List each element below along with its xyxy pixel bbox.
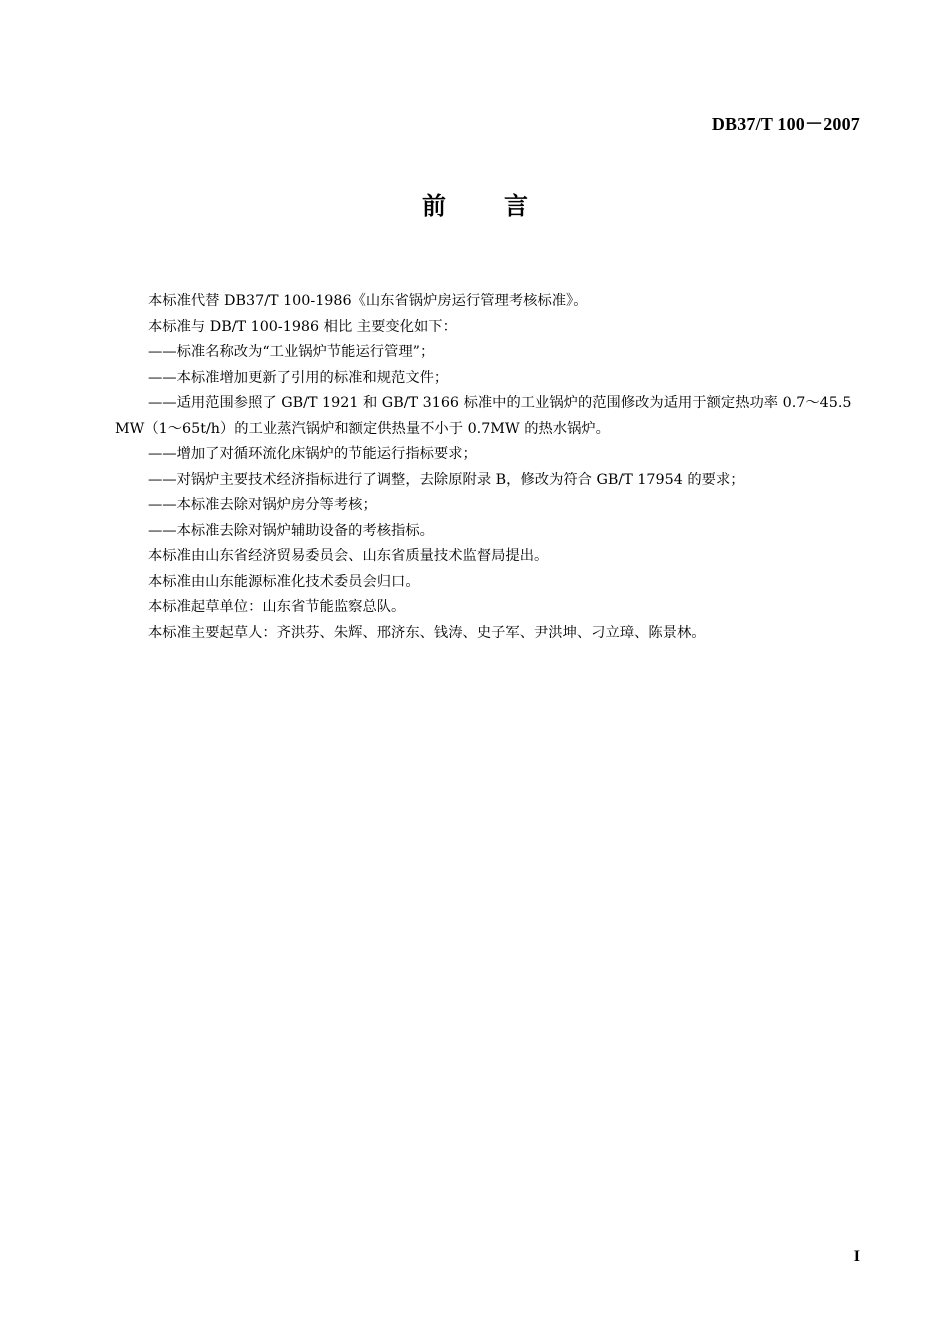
paragraph-main-changes: 本标准与 DB/T 100-1986 相比 主要变化如下：	[148, 318, 457, 335]
foreword-body	[115, 289, 860, 646]
paragraph-proposed-by: 本标准由山东省经济贸易委员会、山东省质量技术监督局提出。	[148, 548, 549, 564]
paragraph-drafters: 本标准主要起草人：齐洪芬、朱辉、邢济东、钱涛、史子军、尹洪坤、刁立璋、陈景林。	[148, 624, 706, 641]
change-item-cfb-boiler: ——增加了对循环流化床锅炉的节能运行指标要求；	[148, 446, 477, 462]
paragraph-drafting-unit: 本标准起草单位：山东省节能监察总队。	[148, 599, 406, 615]
change-item-grading: ——本标准去除对锅炉房分等考核；	[148, 497, 377, 513]
page-title: 前言	[422, 192, 586, 220]
paragraph-replaces: 本标准代替 DB37/T 100-1986《山东省锅炉房运行管理考核标准》。	[148, 293, 588, 309]
change-item-scope: ——适用范围参照了 GB/T 1921 和 GB/T 3166 标准中的工业锅炉的范围修改为适用于额定热功率 0.7～45.5MW（1～65t/h）的工业蒸汽锅炉和额定供热量不小于 0.7MW 的热水锅炉。	[115, 395, 852, 437]
change-item-references: ——本标准增加更新了引用的标准和规范文件；	[148, 369, 449, 386]
change-item-auxiliary: ——本标准去除对锅炉辅助设备的考核指标。	[148, 522, 434, 539]
change-item-name: ——标准名称改为“工业锅炉节能运行管理”；	[148, 344, 435, 360]
standard-code: DB37/T 100－2007	[711, 114, 860, 134]
paragraph-centralized-by: 本标准由山东能源标准化技术委员会归口。	[148, 573, 420, 590]
page-number: I	[853, 1248, 860, 1265]
change-item-indicators: ——对锅炉主要技术经济指标进行了调整，去除原附录 B，修改为符合 GB/T 17954 的要求；	[148, 471, 745, 488]
